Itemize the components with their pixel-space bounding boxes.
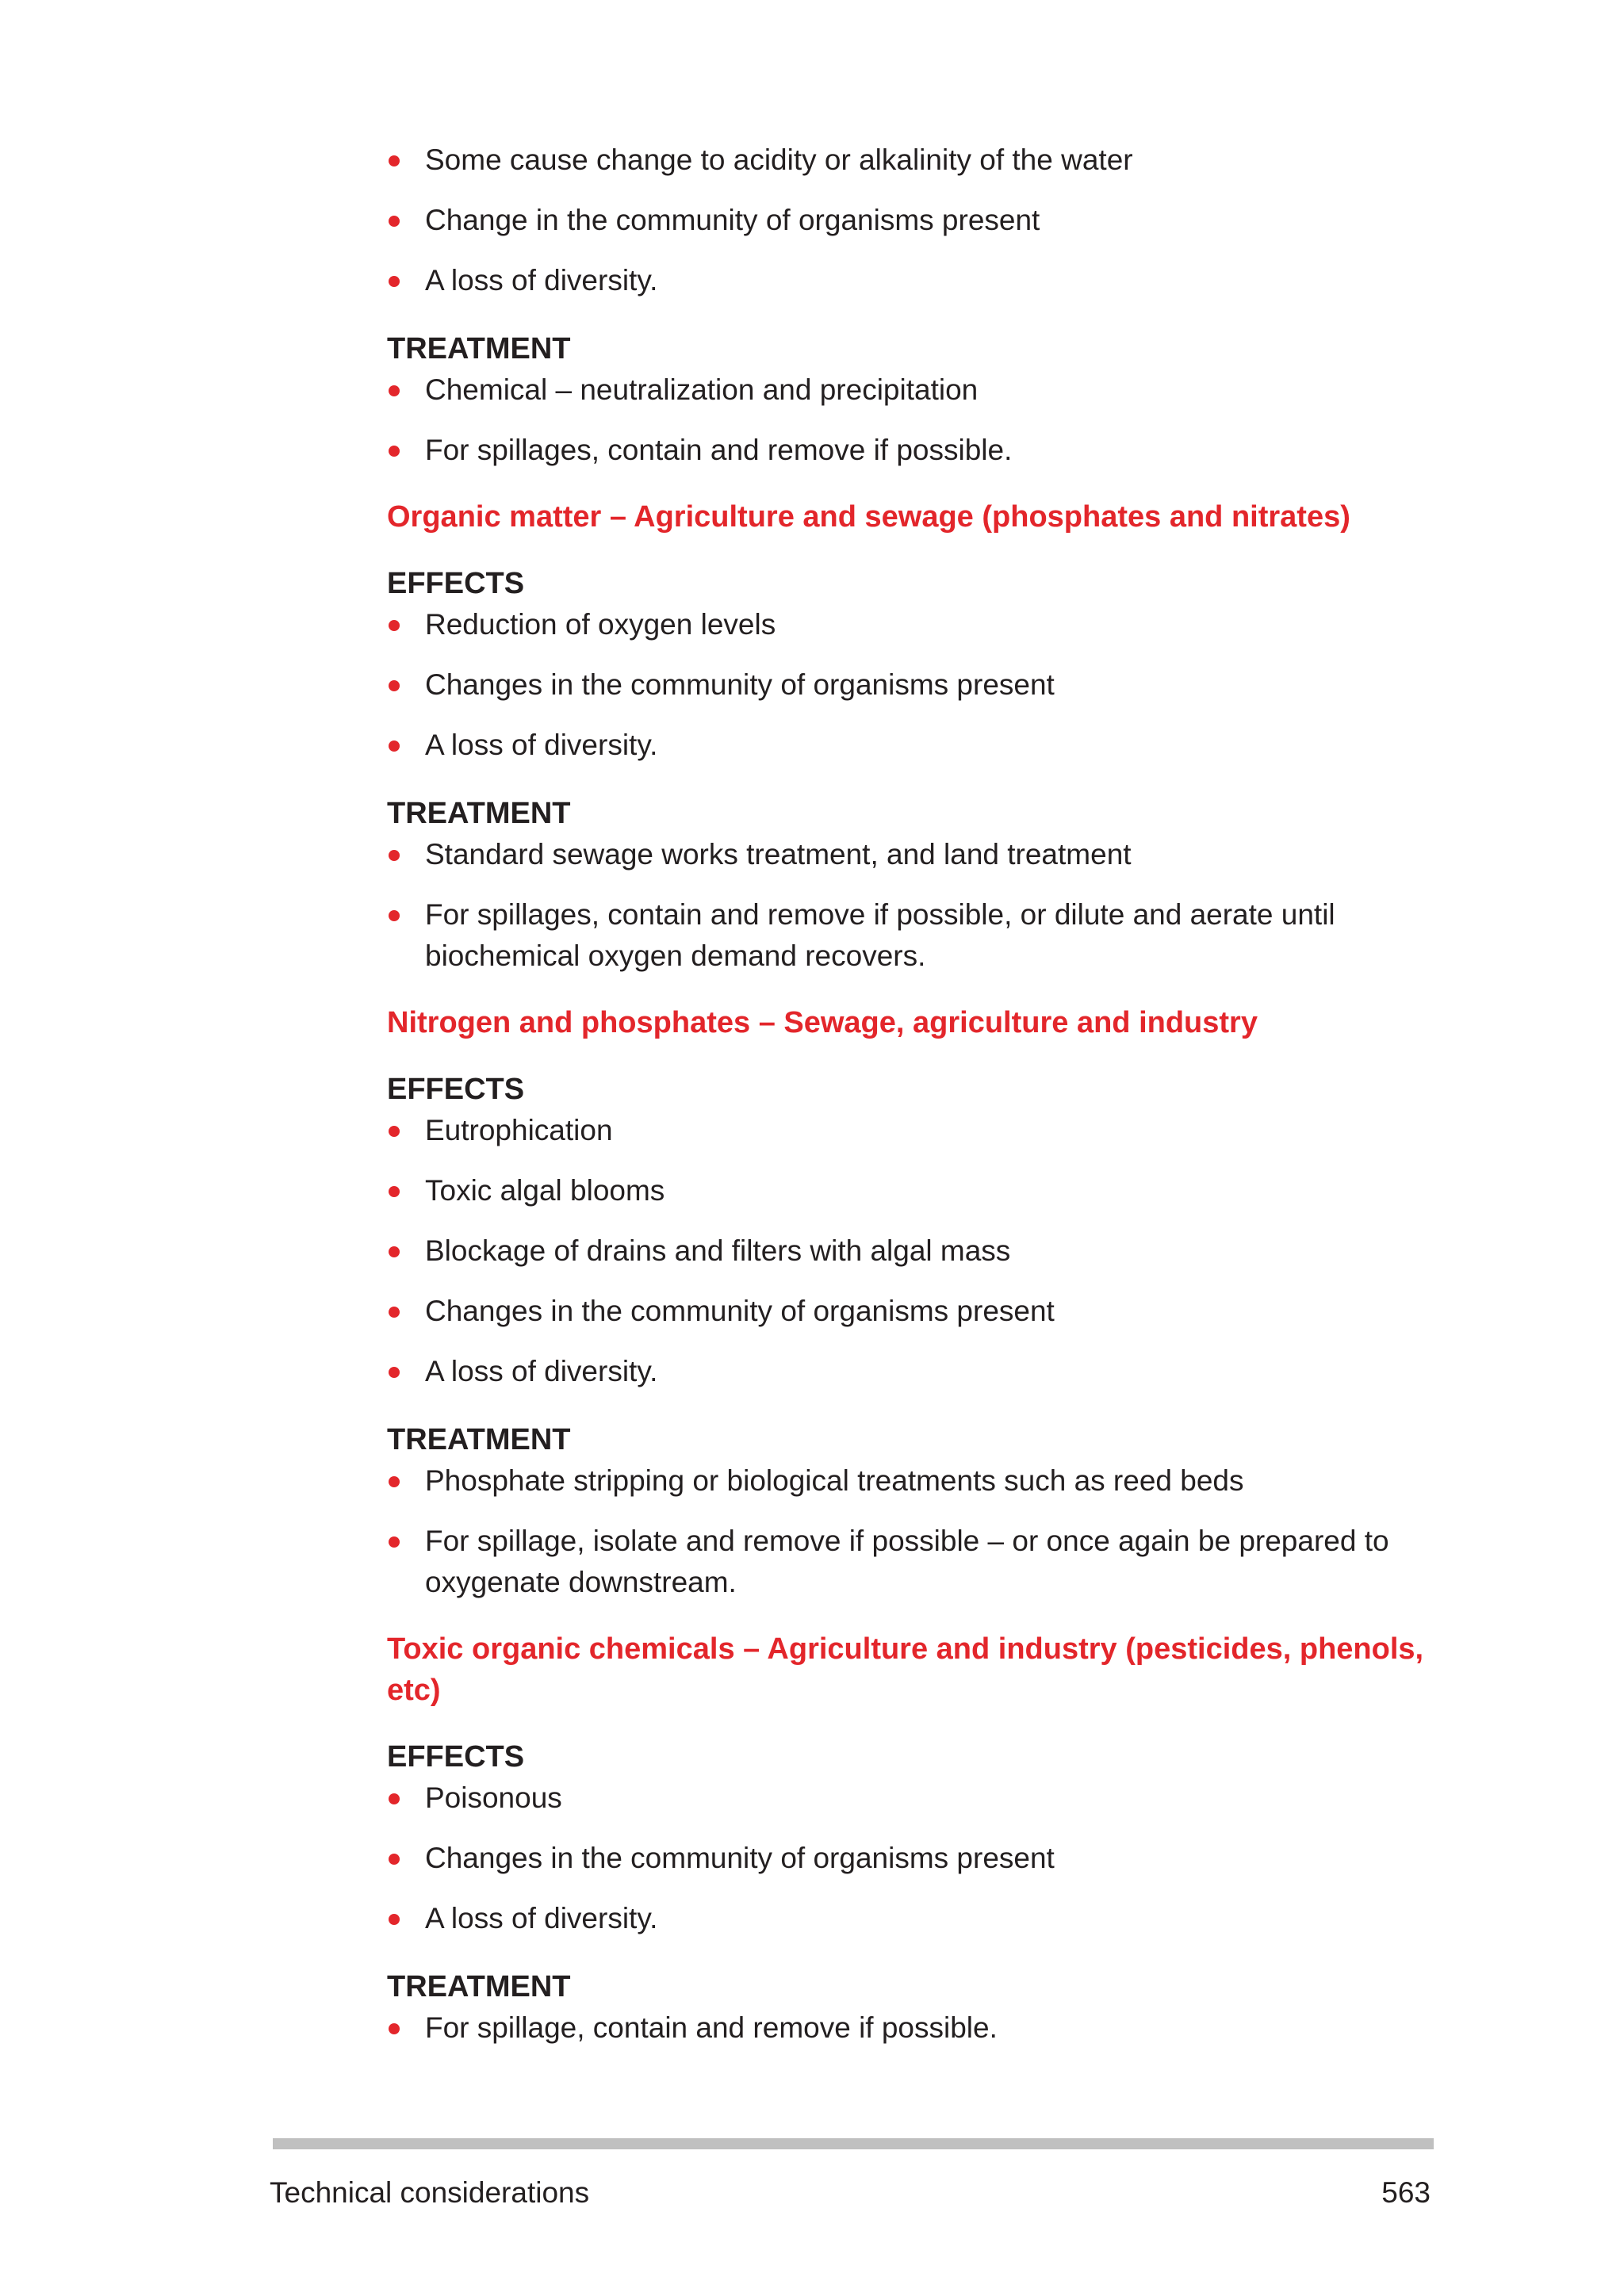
list-item-text: Changes in the community of organisms present bbox=[425, 668, 1055, 701]
list-item bbox=[387, 1521, 1434, 1603]
bullet-icon bbox=[389, 216, 400, 227]
effects-list bbox=[387, 604, 1434, 766]
list-item-text: A loss of diversity. bbox=[425, 264, 658, 297]
bullet-icon bbox=[389, 1793, 400, 1804]
effects-label: EFFECTS bbox=[387, 1073, 525, 1106]
bullet-icon bbox=[389, 1854, 400, 1865]
intro-bullet-list bbox=[387, 140, 1434, 301]
list-item-text: Poisonous bbox=[425, 1781, 562, 1814]
bullet-icon bbox=[389, 1246, 400, 1257]
list-item-text: Change in the community of organisms present bbox=[425, 204, 1040, 236]
list-item-text: Standard sewage works treatment, and land treatment bbox=[425, 838, 1132, 871]
bullet-icon bbox=[389, 1307, 400, 1318]
list-item-text: Some cause change to acidity or alkalinity of the water bbox=[425, 144, 1133, 176]
list-item-text: Toxic algal blooms bbox=[425, 1174, 665, 1207]
list-item-text: For spillages, contain and remove if possible. bbox=[425, 434, 1013, 466]
bullet-icon bbox=[389, 740, 400, 752]
treatment-list bbox=[387, 834, 1434, 977]
list-item-text: A loss of diversity. bbox=[425, 1902, 658, 1934]
list-item-text: For spillage, isolate and remove if possible – or once again be prepared to oxygenate downstream. bbox=[425, 1525, 1389, 1598]
bullet-icon bbox=[389, 1126, 400, 1137]
footer-section-name: Technical considerations bbox=[270, 2176, 590, 2209]
treatment-label: TREATMENT bbox=[387, 1970, 571, 2003]
list-item bbox=[387, 1898, 1434, 1939]
page-content bbox=[387, 140, 1434, 2049]
list-item-text: Changes in the community of organisms present bbox=[425, 1295, 1055, 1327]
section-heading: Organic matter – Agriculture and sewage (phosphates and nitrates) bbox=[387, 500, 1350, 534]
bullet-icon bbox=[389, 1476, 400, 1487]
section-heading: Nitrogen and phosphates – Sewage, agriculture and industry bbox=[387, 1006, 1258, 1039]
bullet-icon bbox=[389, 1367, 400, 1378]
list-item bbox=[387, 834, 1434, 875]
effects-list bbox=[387, 1777, 1434, 1939]
list-item bbox=[387, 1351, 1434, 1392]
bullet-icon bbox=[389, 850, 400, 861]
list-item bbox=[387, 1170, 1434, 1211]
list-item bbox=[387, 725, 1434, 766]
list-item-text: Changes in the community of organisms present bbox=[425, 1842, 1055, 1874]
list-item-text: Phosphate stripping or biological treatments such as reed beds bbox=[425, 1464, 1244, 1497]
treatment-list bbox=[387, 369, 1434, 471]
list-item bbox=[387, 1291, 1434, 1332]
effects-list bbox=[387, 1110, 1434, 1392]
treatment-label: TREATMENT bbox=[387, 797, 571, 830]
bullet-icon bbox=[389, 276, 400, 287]
treatment-label: TREATMENT bbox=[387, 1423, 571, 1456]
list-item-text: A loss of diversity. bbox=[425, 729, 658, 761]
list-item bbox=[387, 1460, 1434, 1502]
list-item-text: For spillage, contain and remove if possible. bbox=[425, 2011, 998, 2044]
bullet-icon bbox=[389, 910, 400, 921]
list-item-text: Reduction of oxygen levels bbox=[425, 608, 776, 641]
bullet-icon bbox=[389, 680, 400, 691]
list-item bbox=[387, 894, 1434, 977]
footer-rule bbox=[273, 2138, 1434, 2149]
list-item bbox=[387, 260, 1434, 301]
page-number: 563 bbox=[1381, 2176, 1431, 2209]
bullet-icon bbox=[389, 1914, 400, 1925]
list-item bbox=[387, 1110, 1434, 1151]
list-item bbox=[387, 664, 1434, 706]
list-item bbox=[387, 604, 1434, 645]
bullet-icon bbox=[389, 2023, 400, 2034]
effects-label: EFFECTS bbox=[387, 567, 525, 600]
list-item bbox=[387, 430, 1434, 471]
list-item-text: Chemical – neutralization and precipitation bbox=[425, 373, 979, 406]
bullet-icon bbox=[389, 155, 400, 166]
list-item bbox=[387, 200, 1434, 241]
list-item-text: Eutrophication bbox=[425, 1114, 613, 1146]
treatment-list bbox=[387, 2007, 1434, 2049]
treatment-list bbox=[387, 1460, 1434, 1603]
bullet-icon bbox=[389, 1536, 400, 1548]
effects-label: EFFECTS bbox=[387, 1740, 525, 1774]
list-item bbox=[387, 1838, 1434, 1879]
section-heading: Toxic organic chemicals – Agriculture and industry (pesticides, phenols, etc) bbox=[387, 1632, 1424, 1707]
bullet-icon bbox=[389, 620, 400, 631]
list-item-text: For spillages, contain and remove if possible, or dilute and aerate until biochemical oxygen demand recovers. bbox=[425, 898, 1335, 972]
treatment-label: TREATMENT bbox=[387, 332, 571, 365]
list-item-text: A loss of diversity. bbox=[425, 1355, 658, 1387]
list-item bbox=[387, 369, 1434, 411]
list-item-text: Blockage of drains and filters with algal mass bbox=[425, 1234, 1011, 1267]
list-item bbox=[387, 2007, 1434, 2049]
list-item bbox=[387, 1230, 1434, 1272]
bullet-icon bbox=[389, 446, 400, 457]
list-item bbox=[387, 140, 1434, 181]
bullet-icon bbox=[389, 1186, 400, 1197]
bullet-icon bbox=[389, 385, 400, 396]
list-item bbox=[387, 1777, 1434, 1819]
